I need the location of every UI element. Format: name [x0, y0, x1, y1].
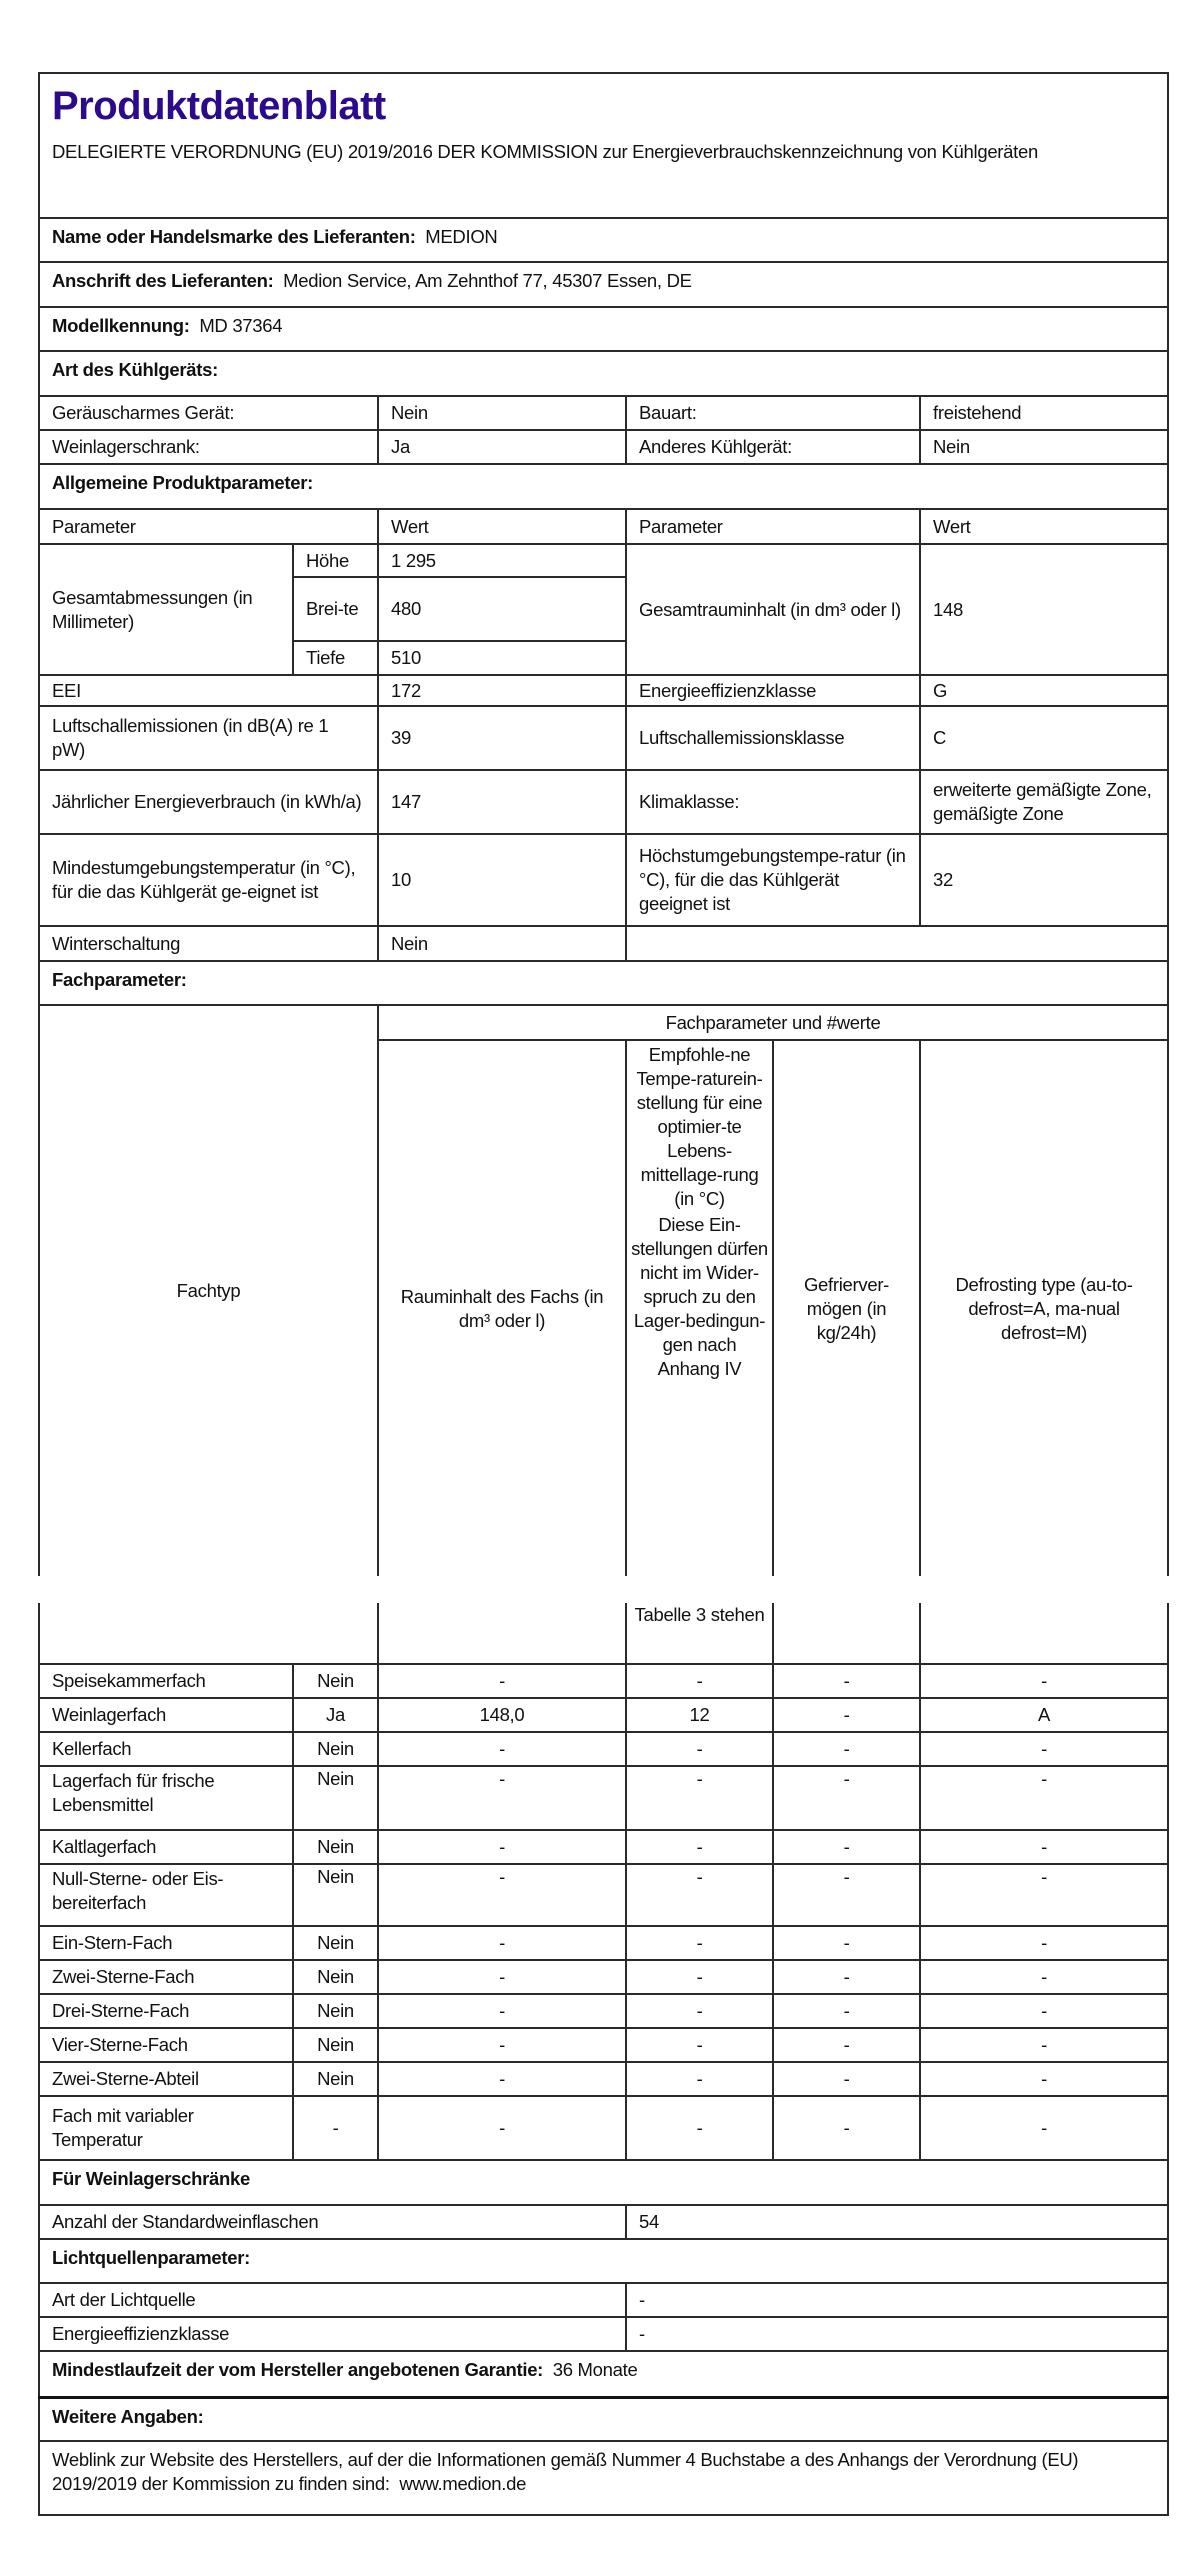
header-cell	[39, 73, 1168, 218]
other-appliance-value: Nein	[920, 430, 1168, 464]
section-general: Allgemeine Produktparameter:	[39, 464, 1168, 509]
compartment-defrost: -	[920, 1960, 1168, 1994]
compartment-freeze: -	[773, 2028, 920, 2062]
compartment-defrost: -	[920, 1864, 1168, 1926]
section-compartments: Fachparameter:	[39, 961, 1168, 1005]
empty-cell	[773, 1603, 920, 1664]
compartment-name: Ein-Stern-Fach	[39, 1926, 293, 1960]
compartment-defrost: -	[920, 1926, 1168, 1960]
design-label: Bauart:	[626, 396, 920, 430]
min-temp-value: 10	[378, 834, 626, 926]
compartment-present: Nein	[293, 1766, 378, 1830]
compartment-name: Kellerfach	[39, 1732, 293, 1766]
compartment-row	[39, 1830, 1168, 1864]
noise-class-value: C	[920, 706, 1168, 770]
compartment-temp: -	[626, 2062, 773, 2096]
wine-cabinet-value: Ja	[378, 430, 626, 464]
compartment-volume: -	[378, 1926, 626, 1960]
compartment-volume-header: Rauminhalt des Fachs (in dm³ oder l)	[378, 1040, 626, 1576]
compartment-temp: -	[626, 1864, 773, 1926]
eei-label: EEI	[39, 675, 378, 706]
compartment-present: Ja	[293, 1698, 378, 1732]
compartment-defrost: -	[920, 2096, 1168, 2160]
other-appliance-label: Anderes Kühlgerät:	[626, 430, 920, 464]
compartment-freeze-header: Gefrierver-mögen (in kg/24h)	[773, 1040, 920, 1576]
compartment-row	[39, 1664, 1168, 1698]
compartment-defrost: -	[920, 1830, 1168, 1864]
compartment-volume: -	[378, 1960, 626, 1994]
empty-cell	[626, 926, 1168, 961]
address-label: Anschrift des Lieferanten:	[52, 270, 274, 291]
warranty-row	[39, 2351, 1168, 2397]
compartment-volume: -	[378, 1830, 626, 1864]
compartment-present: Nein	[293, 1664, 378, 1698]
height-value: 1 295	[378, 544, 626, 577]
model-label: Modellkennung:	[52, 315, 190, 336]
compartment-temp: -	[626, 1960, 773, 1994]
noise-value: 39	[378, 706, 626, 770]
depth-value: 510	[378, 641, 626, 675]
compartment-temp: 12	[626, 1698, 773, 1732]
compartment-type-header: Fachtyp	[39, 1005, 378, 1576]
compartment-name: Kaltlagerfach	[39, 1830, 293, 1864]
height-label: Höhe	[293, 544, 378, 577]
col-header-value-2: Wert	[920, 509, 1168, 544]
compartment-defrost: -	[920, 1732, 1168, 1766]
section-type: Art des Kühlgeräts:	[39, 351, 1168, 396]
compartment-row	[39, 1994, 1168, 2028]
compartment-present: -	[293, 2096, 378, 2160]
page-title: Produktdatenblatt	[52, 84, 386, 128]
compartment-defrost: A	[920, 1698, 1168, 1732]
compartment-name: Lagerfach für frische Lebensmittel	[39, 1766, 293, 1830]
winter-value: Nein	[378, 926, 626, 961]
compartment-freeze: -	[773, 2062, 920, 2096]
width-label: Brei-te	[293, 577, 378, 641]
compartment-volume: -	[378, 2028, 626, 2062]
winter-label: Winterschaltung	[39, 926, 378, 961]
compartment-temp-header	[626, 1040, 773, 1576]
light-type-value: -	[626, 2283, 1168, 2317]
design-value: freistehend	[920, 396, 1168, 430]
compartment-defrost: -	[920, 2028, 1168, 2062]
compartment-defrost: -	[920, 2062, 1168, 2096]
energy-class-label: Energieeffizienzklasse	[626, 675, 920, 706]
supplier-row	[39, 218, 1168, 262]
compartment-volume: -	[378, 1732, 626, 1766]
compartment-temp: -	[626, 1994, 773, 2028]
wine-cabinet-label: Weinlagerschrank:	[39, 430, 378, 464]
width-value: 480	[378, 577, 626, 641]
max-temp-value: 32	[920, 834, 1168, 926]
volume-value: 148	[920, 544, 1168, 675]
compartment-name: Zwei-Sterne-Fach	[39, 1960, 293, 1994]
temp-header-part-2: Diese Ein-stellungen dürfen nicht im Wider-spruch zu den Lager-bedingun-gen nach Anhang IV	[631, 1214, 768, 1379]
col-header-value: Wert	[378, 509, 626, 544]
model-value: MD 37364	[199, 315, 283, 336]
climate-class-value: erweiterte gemäßigte Zone, gemäßigte Zone	[920, 770, 1168, 834]
compartment-temp: -	[626, 2096, 773, 2160]
compartment-temp: -	[626, 2028, 773, 2062]
compartment-name: Vier-Sterne-Fach	[39, 2028, 293, 2062]
compartment-temp: -	[626, 1732, 773, 1766]
empty-cell	[920, 1603, 1168, 1664]
compartment-volume: -	[378, 2096, 626, 2160]
low-noise-value: Nein	[378, 396, 626, 430]
compartment-freeze: -	[773, 1766, 920, 1830]
compartment-row	[39, 2028, 1168, 2062]
dimensions-label: Gesamtabmessungen (in Millimeter)	[39, 544, 293, 675]
compartment-present: Nein	[293, 2062, 378, 2096]
compartment-row	[39, 2096, 1168, 2160]
compartment-row	[39, 1926, 1168, 1960]
compartment-temp: -	[626, 1766, 773, 1830]
temp-header-part-1: Empfohle-ne Tempe-raturein-stellung für eine optimier-te Lebens-mittellage-rung (in °C)	[636, 1044, 763, 1209]
light-class-label: Energieeffizienzklasse	[39, 2317, 626, 2351]
compartment-name: Weinlagerfach	[39, 1698, 293, 1732]
compartment-name: Fach mit variabler Temperatur	[39, 2096, 293, 2160]
compartment-freeze: -	[773, 1698, 920, 1732]
compartment-freeze: -	[773, 1664, 920, 1698]
compartment-temp: -	[626, 1926, 773, 1960]
compartment-temp: -	[626, 1830, 773, 1864]
compartment-present: Nein	[293, 1830, 378, 1864]
address-value: Medion Service, Am Zehnthof 77, 45307 Essen, DE	[283, 270, 692, 291]
weblink-row	[39, 2441, 1168, 2515]
annual-energy-value: 147	[378, 770, 626, 834]
energy-class-value: G	[920, 675, 1168, 706]
compartment-freeze: -	[773, 1732, 920, 1766]
volume-label: Gesamtrauminhalt (in dm³ oder l)	[626, 544, 920, 675]
empty-cell	[378, 1603, 626, 1664]
compartment-name: Null-Sterne- oder Eis-bereiterfach	[39, 1864, 293, 1926]
warranty-label: Mindestlaufzeit der vom Hersteller angebotenen Garantie:	[52, 2359, 544, 2380]
col-header-parameter: Parameter	[39, 509, 378, 544]
depth-label: Tiefe	[293, 641, 378, 675]
compartment-present: Nein	[293, 1732, 378, 1766]
compartment-present: Nein	[293, 1960, 378, 1994]
model-row	[39, 307, 1168, 351]
section-more-info: Weitere Angaben:	[39, 2397, 1168, 2441]
compartment-present: Nein	[293, 1994, 378, 2028]
bottles-value: 54	[626, 2205, 1168, 2239]
compartment-volume: 148,0	[378, 1698, 626, 1732]
noise-class-label: Luftschallemissionsklasse	[626, 706, 920, 770]
compartment-present: Nein	[293, 1864, 378, 1926]
compartment-name: Drei-Sterne-Fach	[39, 1994, 293, 2028]
compartment-freeze: -	[773, 1926, 920, 1960]
supplier-value: MEDION	[425, 226, 498, 247]
bottles-label: Anzahl der Standardweinflaschen	[39, 2205, 626, 2239]
compartment-volume: -	[378, 1664, 626, 1698]
compartment-group-header: Fachparameter und #werte	[378, 1005, 1168, 1040]
compartment-row	[39, 1960, 1168, 1994]
noise-label: Luftschallemissionen (in dB(A) re 1 pW)	[39, 706, 378, 770]
product-datasheet-table	[38, 72, 1169, 1576]
compartment-volume: -	[378, 2062, 626, 2096]
annual-energy-label: Jährlicher Energieverbrauch (in kWh/a)	[39, 770, 378, 834]
compartment-defrost-header: Defrosting type (au-to-defrost=A, ma-nual defrost=M)	[920, 1040, 1168, 1576]
compartment-freeze: -	[773, 1830, 920, 1864]
weblink-text: Weblink zur Website des Herstellers, auf der die Informationen gemäß Nummer 4 Buchstabe a des Anhangs der Verordnung (EU) 2019/2019 der Kommission zu finden sind:	[52, 2449, 1079, 2494]
warranty-value: 36 Monate	[552, 2359, 638, 2380]
section-wine-cabinets: Für Weinlagerschränke	[39, 2160, 1168, 2205]
temp-header-part-3: Tabelle 3 stehen	[626, 1603, 773, 1664]
compartment-freeze: -	[773, 1994, 920, 2028]
climate-class-label: Klimaklasse:	[626, 770, 920, 834]
regulation-subtitle: DELEGIERTE VERORDNUNG (EU) 2019/2016 DER KOMMISSION zur Energieverbrauchskennzeichnung von Kühlgeräten	[52, 141, 1038, 162]
compartment-name: Zwei-Sterne-Abteil	[39, 2062, 293, 2096]
compartment-defrost: -	[920, 1664, 1168, 1698]
compartment-row	[39, 1864, 1168, 1926]
compartment-present: Nein	[293, 1926, 378, 1960]
min-temp-label: Mindestumgebungstemperatur (in °C), für die das Kühlgerät ge-eignet ist	[39, 834, 378, 926]
low-noise-label: Geräuscharmes Gerät:	[39, 396, 378, 430]
max-temp-label: Höchstumgebungstempe-ratur (in °C), für die das Kühlgerät geeignet ist	[626, 834, 920, 926]
compartment-freeze: -	[773, 2096, 920, 2160]
compartment-present: Nein	[293, 2028, 378, 2062]
compartment-name: Speisekammerfach	[39, 1664, 293, 1698]
compartment-row	[39, 1732, 1168, 1766]
compartment-defrost: -	[920, 1766, 1168, 1830]
compartment-row	[39, 1698, 1168, 1732]
address-row	[39, 262, 1168, 307]
supplier-label: Name oder Handelsmarke des Lieferanten:	[52, 226, 416, 247]
compartment-row	[39, 2062, 1168, 2096]
compartment-freeze: -	[773, 1864, 920, 1926]
light-type-label: Art der Lichtquelle	[39, 2283, 626, 2317]
product-datasheet-table-continued	[38, 1603, 1169, 2516]
compartment-row	[39, 1766, 1168, 1830]
compartment-volume: -	[378, 1864, 626, 1926]
compartment-defrost: -	[920, 1994, 1168, 2028]
eei-value: 172	[378, 675, 626, 706]
section-light: Lichtquellenparameter:	[39, 2239, 1168, 2283]
empty-cell	[39, 1603, 378, 1664]
compartment-temp: -	[626, 1664, 773, 1698]
compartment-volume: -	[378, 1994, 626, 2028]
compartment-freeze: -	[773, 1960, 920, 1994]
col-header-parameter-2: Parameter	[626, 509, 920, 544]
compartment-volume: -	[378, 1766, 626, 1830]
light-class-value: -	[626, 2317, 1168, 2351]
weblink-url[interactable]: www.medion.de	[399, 2473, 527, 2494]
